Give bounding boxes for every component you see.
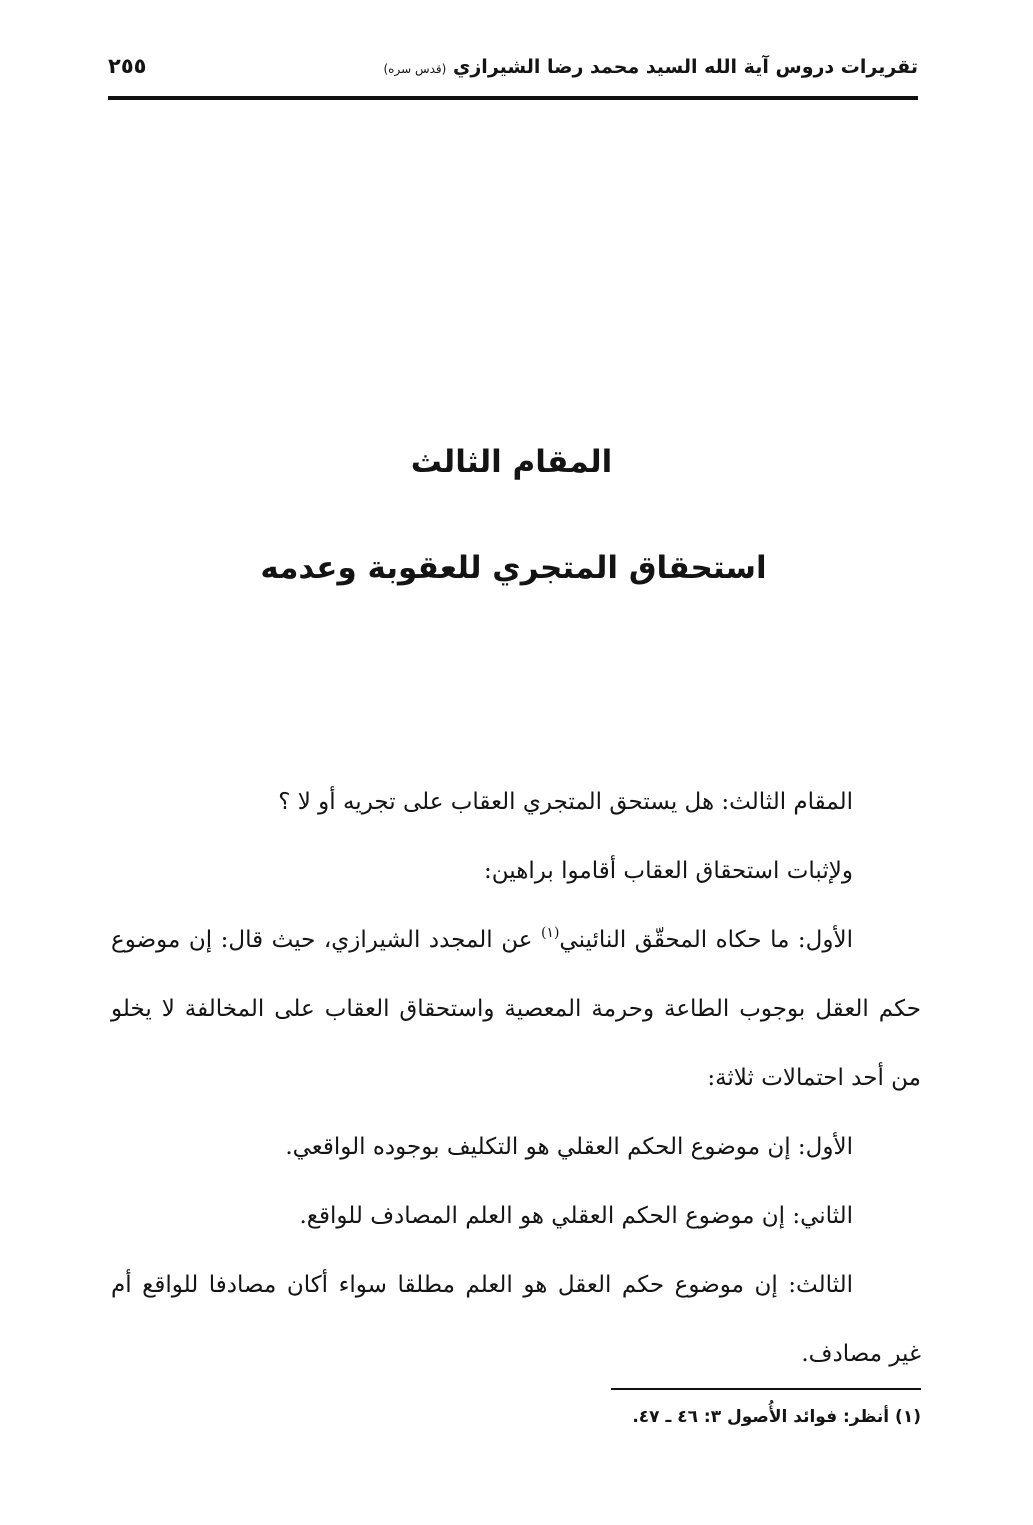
running-header-title (384, 56, 919, 78)
paragraph-option-three: الثالث: إن موضوع حكم العقل هو العلم مطلقا سواء أكان مصادفا للواقع أم غير مصادف. (111, 1272, 921, 1367)
header-honorific: (قدس سره) (383, 62, 447, 76)
paragraph-option-one: الأول: إن موضوع الحكم العقلي هو التكليف بوجوده الواقعي. (285, 1134, 853, 1160)
footnote-reference[interactable]: (١) (540, 925, 560, 941)
running-header (108, 52, 918, 96)
first-proof-text-end: عن المجدد الشيرازي، حيث قال: إن موضوع حكم العقل بوجوب الطاعة وحرمة المعصية واستحقاق العقاب على المخالفة لا يخلو من أحد احتمالات ثلاثة: (111, 927, 921, 1091)
paragraph-first-proof (111, 906, 921, 1113)
paragraph-question: المقام الثالث: هل يستحق المتجري العقاب على تجريه أو لا ؟ (278, 789, 853, 815)
footnote-rule (611, 1388, 921, 1390)
section-label: المقام الثالث (410, 444, 613, 480)
first-proof-text-start: الأول: ما حكاه المحقّق النائيني (559, 927, 853, 953)
body-text (111, 768, 921, 1389)
section-title: استحقاق المتجري للعقوبة وعدمه (260, 550, 767, 586)
page-number: ٢٥٥ (108, 54, 147, 78)
header-title-text: تقريرات دروس آية الله السيد محمد رضا الشيرازي (452, 56, 918, 78)
paragraph-proofs-intro: ولإثبات استحقاق العقاب أقاموا براهين: (484, 858, 853, 884)
paragraph-option-two: الثاني: إن موضوع الحكم العقلي هو العلم المصادف للواقع. (299, 1203, 853, 1229)
footnote: (١) أنظر: فوائد الأُصول ٣: ٤٦ ـ ٤٧. (632, 1407, 921, 1427)
header-rule (108, 96, 918, 100)
